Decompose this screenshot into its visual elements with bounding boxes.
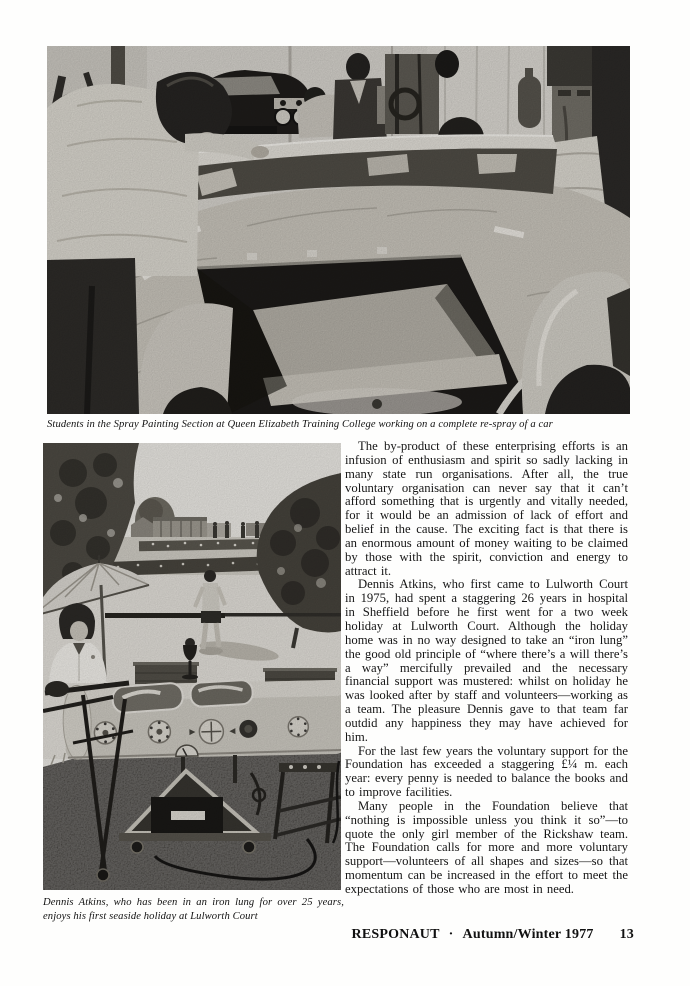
issue-label: Autumn/Winter 1977 [462,927,594,942]
left-photo-caption: Dennis Atkins, who has been in an iron lung for over 25 years, enjoys his first seaside holiday at Lulworth Court [43,897,344,922]
iron-lung-photo-svg [43,443,341,890]
iron-lung-photo [43,443,341,890]
journal-title: RESPONAUT [351,927,440,942]
page-footer [352,927,634,943]
photo-grain [43,443,341,890]
article-paragraph: Dennis Atkins, who first came to Lulworth Court in 1975, had spent a staggering 26 years in hospital in Sheffield before he first went for a two week holiday at Lulworth Court. Although the holiday home was in no way designed to take an “iron lung” the good old principle of “where there’s a will there’s a way” mercifully prevailed and the necessary financial support was mustered: whilst on holiday he was looked after by staff and volunteers—working as a team. The pleasure Dennis gave to that team far outdid any happiness they may have achieved for him. [345,577,628,744]
article-paragraph: For the last few years the voluntary support for the Foundation has exceeded a staggering £¼ m. each year: every penny is needed to balance the books and to improve facilities. [345,743,628,800]
article-text [345,440,628,897]
top-photo-caption: Students in the Spray Painting Section at Queen Elizabeth Training College working on a complete re-spray of a car [47,419,553,430]
page-number: 13 [619,927,634,942]
article-paragraph: Many people in the Foundation believe that “nothing is impossible unless you think it so”—to quote the only girl member of the Rickshaw team. The Foundation calls for more and more voluntary support—volunteers of all shapes and sizes—so that momentum can be increased in the effort to meet the expectations of those who are most in need. [345,798,628,896]
spray-painting-photo [47,46,630,414]
article-paragraph: The by-product of these enterprising efforts is an infusion of enthusiasm and spirit so sadly lacking in many state run organisations. After all, the true voluntary organisation can never say that it can’t afford something that is urgently and vitally needed, for it would be an admission of lack of effort and belief in the cause. The exciting fact is that there is an enormous amount of money waiting to be claimed by those with the spirit, conviction and energy to attract it. [345,439,628,578]
photo-grain [47,46,630,414]
footer-separator: · [448,927,454,942]
spray-painting-photo-svg [47,46,630,414]
